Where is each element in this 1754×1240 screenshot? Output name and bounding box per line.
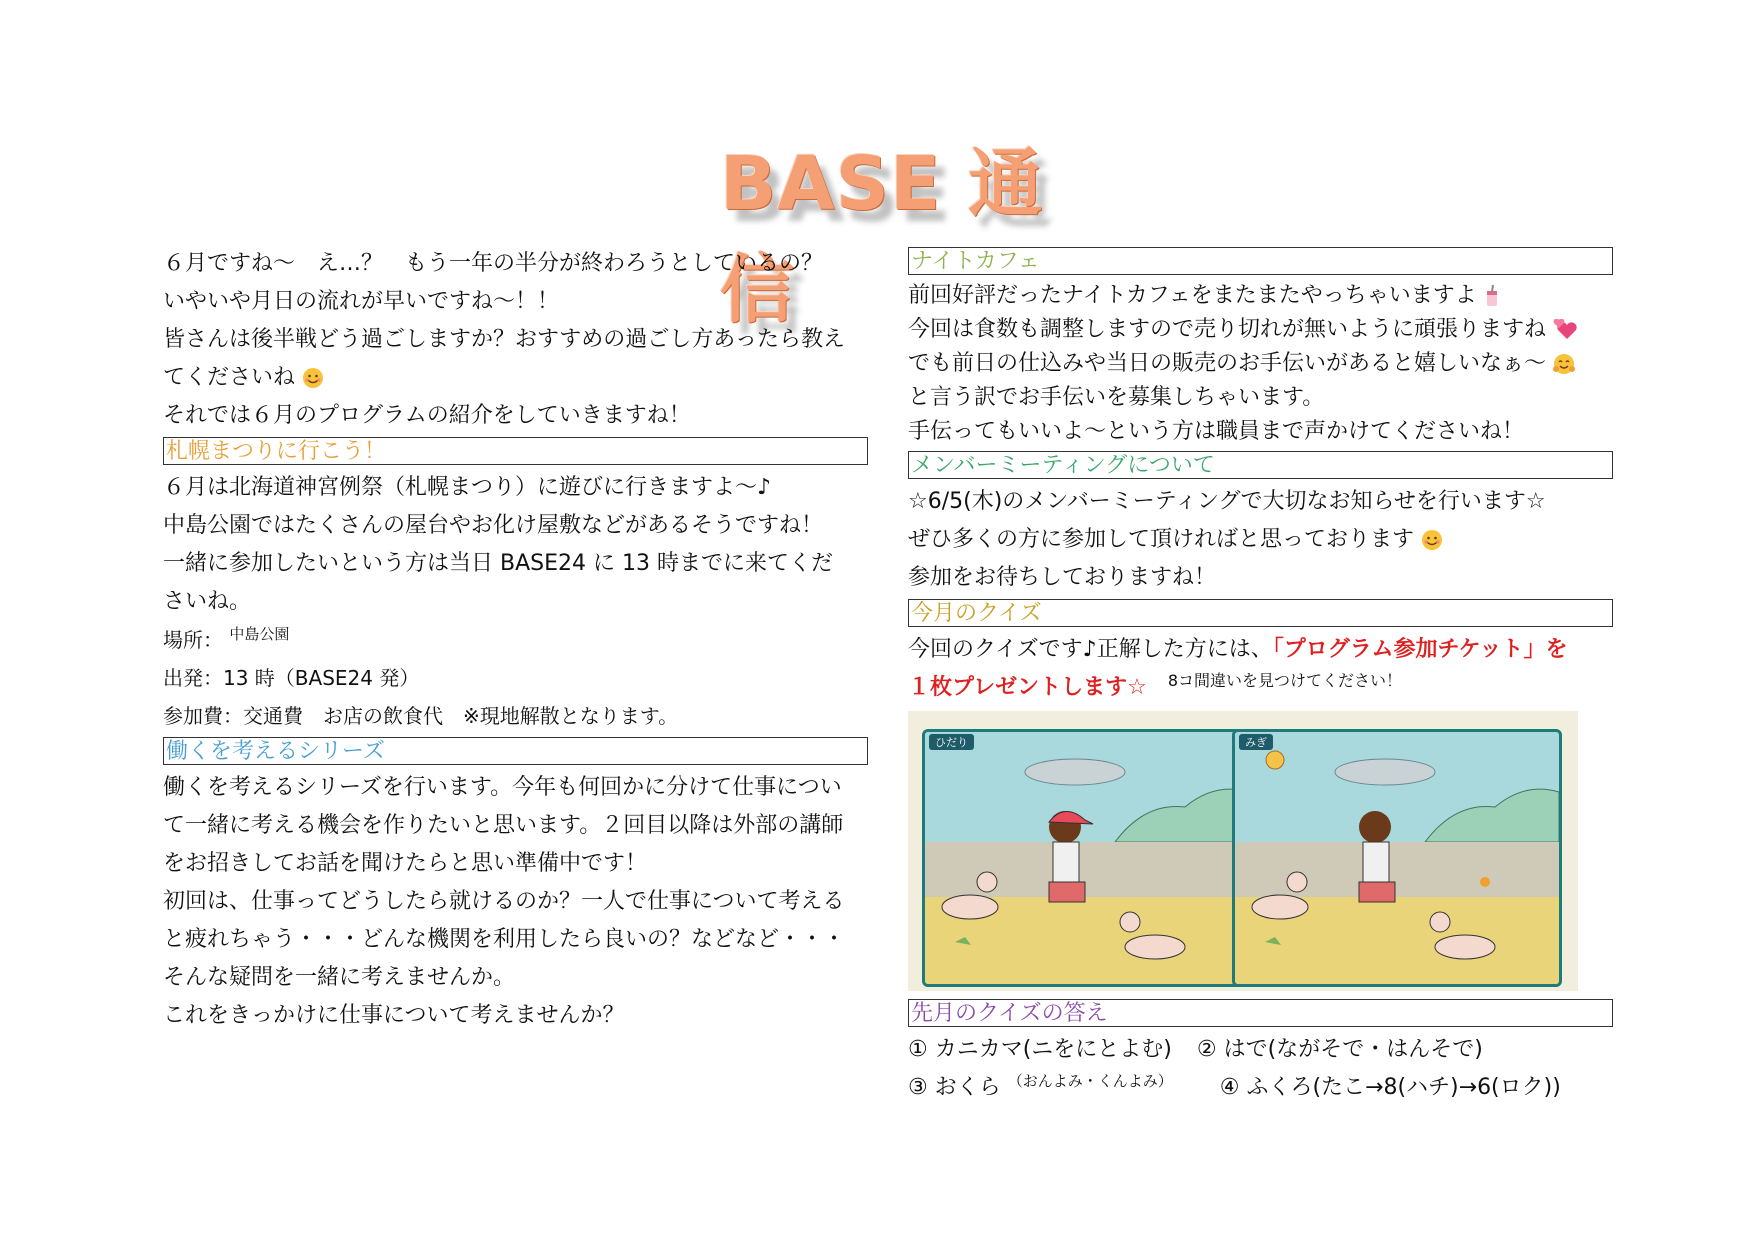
answer-4: ④ ふくろ(たこ→8(ハチ)→6(ロク)) [1219,1075,1561,1100]
quiz-intro-text: 今回のクイズです♪正解した方には、 [908,637,1273,662]
festival-departure: 出発：13 時（BASE24 発） [163,666,420,690]
section-heading-member-meeting: メンバーミーティングについて [908,451,1613,479]
night-cafe-line-text: でも前日の仕込みや当日の販売のお手伝いがあると嬉しいなぁ～ [908,351,1547,376]
quiz-prize-text-2: １枚プレゼントします☆ [908,675,1147,700]
answer-3: ③ おくら [908,1075,1001,1100]
answer-2: ② はで(ながそで・はんそで) [1196,1037,1483,1062]
section-heading-quiz: 今月のクイズ [908,599,1613,627]
night-cafe-line-with-emoji [908,279,1613,313]
quiz-panel-right [1232,729,1562,987]
intro-line-with-emoji [163,359,868,397]
smile-emoji-icon [302,367,324,389]
festival-place [163,621,868,659]
meeting-line: ☆6/5(木)のメンバーミーティングで大切なお知らせを行います☆ [908,489,1546,514]
quiz-note: 8コ間違いを見つけてください！ [1167,671,1403,690]
night-cafe-line: と言う訳でお手伝いを募集しちゃいます。 [908,385,1325,410]
intro-line: それでは６月のプログラムの紹介をしていきますね！ [163,403,691,428]
right-column [908,245,1613,1107]
intro-line: ６月ですね～ え…？ もう一年の半分が終わろうとしているの？ [163,251,824,276]
answers-row-2 [908,1069,1613,1107]
night-cafe-line: 手伝ってもいいよ～という方は職員まで声かけてくださいね！ [908,419,1525,444]
place-value: 中島公園 [229,625,290,643]
quiz-line-1 [908,631,1613,669]
section-heading-work-series: 働くを考えるシリーズ [163,737,868,765]
work-series-line: 初回は、仕事ってどうしたら就けるのか？一人で仕事について考える [163,889,845,914]
quiz-line-2 [908,669,1613,707]
work-series-line: て一緒に考える機会を作りたいと思います。２回目以降は外部の講師 [163,813,844,838]
quiz-scene-left-illustration [925,732,1249,984]
section-heading-sapporo-festival: 札幌まつりに行こう！ [163,437,868,465]
page-title: BASE 通信 [720,141,1044,333]
panel-right-tag: みぎ [1239,734,1273,750]
hugging-face-icon [1553,353,1575,375]
meeting-line-with-emoji [908,521,1613,559]
panel-left-tag: ひだり [929,734,974,750]
festival-line: 中島公園ではたくさんの屋台やお化け屋敷などがあるそうですね！ [163,513,824,538]
night-cafe-line-with-emoji [908,347,1613,381]
answers-row-1 [908,1031,1613,1069]
night-cafe-line-text: 前回好評だったナイトカフェをまたまたやっちゃいますよ [908,283,1477,308]
answer-3-note: （おんよみ・くんよみ） [1007,1072,1173,1090]
intro-line: いやいや月日の流れが早いですね～！！ [163,289,560,314]
left-column [163,245,868,1035]
festival-fee: 参加費：交通費 お店の飲食代 ※現地解散となります。 [163,704,679,728]
festival-line: 一緒に参加したいという方は当日 BASE24 に 13 時までに来てくだ [163,551,833,576]
spot-the-difference-image [908,711,1578,991]
festival-line: ６月は北海道神宮例祭（札幌まつり）に遊びに行きますよ～♪ [163,475,772,500]
work-series-line: と疲れちゃう・・・どんな機関を利用したら良いの？などなど・・・ [163,927,846,952]
meeting-line: 参加をお待ちしておりますね！ [908,565,1217,590]
work-series-line: をお招きしてお話を聞けたらと思い準備中です！ [163,851,648,876]
smile-emoji-icon [1421,529,1443,551]
section-heading-last-quiz-answers: 先月のクイズの答え [908,999,1613,1027]
work-series-line: 働くを考えるシリーズを行います。今年も何回かに分けて仕事につい [163,775,842,800]
two-hearts-icon [1553,319,1577,341]
meeting-line-text: ぜひ多くの方に参加して頂ければと思っております [908,527,1415,552]
intro-line: 皆さんは後半戦どう過ごしますか？おすすめの過ごし方あったら教え [163,327,846,352]
quiz-panel-left [922,729,1252,987]
answer-1: ① カニカマ(ニをにとよむ) [908,1037,1172,1062]
intro-line-text: てくださいね [163,365,296,390]
quiz-scene-right-illustration [1235,732,1559,984]
festival-line: さいね。 [163,589,252,614]
work-series-line: これをきっかけに仕事について考えませんか？ [163,1003,625,1028]
night-cafe-line-with-emoji [908,313,1613,347]
quiz-prize-text: 「プログラム参加チケット」を [1272,637,1568,662]
night-cafe-line-text: 今回は食数も調整しますので売り切れが無いように頑張りますね [908,317,1547,342]
work-series-line: そんな疑問を一緒に考えませんか。 [163,965,516,990]
drink-cup-icon [1484,285,1500,307]
place-label: 場所： [163,628,223,652]
section-heading-night-cafe: ナイトカフェ [908,247,1613,275]
